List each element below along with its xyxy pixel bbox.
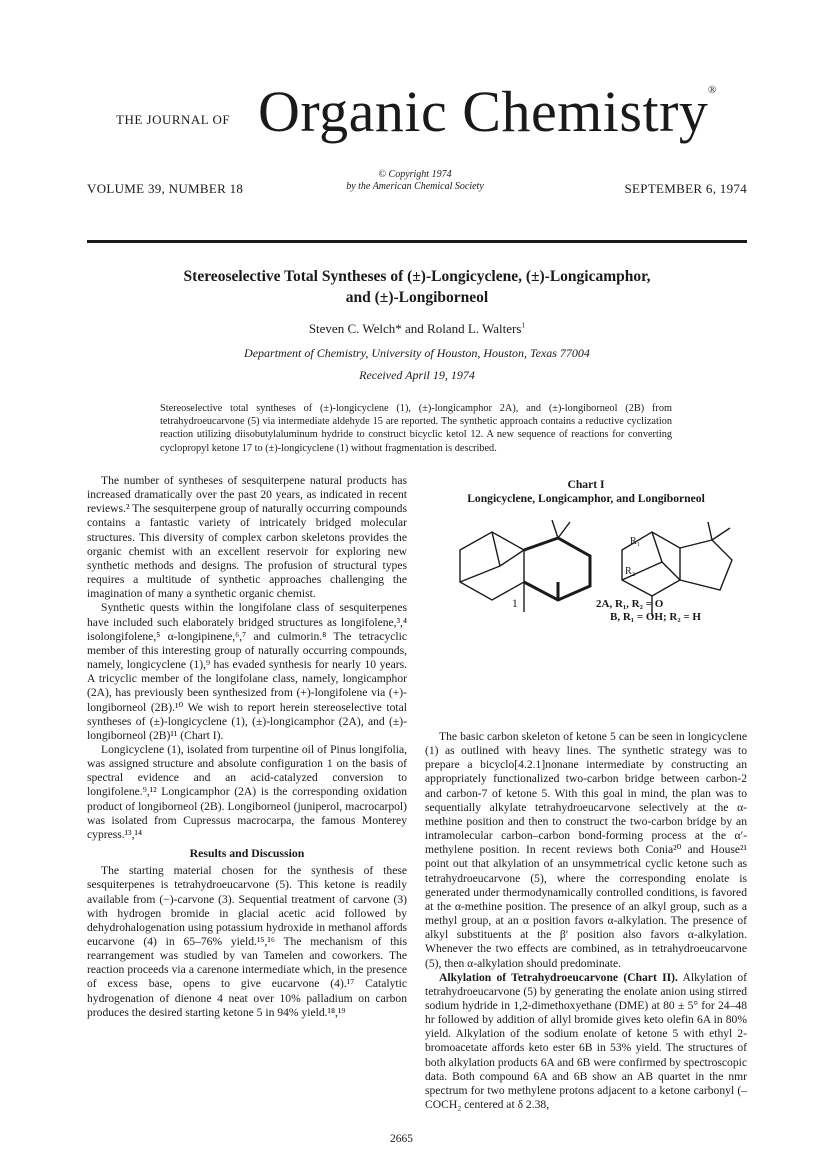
paragraph xyxy=(425,971,747,1113)
paragraph: The basic carbon skeleton of ketone 5 can be seen in longicyclene (1) as outlined with heavy lines. The synthetic strategy was to prepare a bicyclo[4.2.1]nonane intermediate by constructing an appropriately functionalized two-carbon bridge between carbon-2 and carbon-7 of ketone 5. With this goal in mind, the plan was to sequentially alkylate tetrahydroeucarvone selectively at the α-methine position and then to construct the two-carbon bridge by an intramolecular carbon–carbon bond-forming process at the α′-methylene position. In recent reviews both Conia²⁰ and House²¹ point out that alkylation of an unsymmetrical cyclic ketone such as tetrahydroeucarvone (5), where the corresponding enolate is generated under thermodynamically controlled conditions, is favored at the α-methine position. The presence of an alkyl group, such as a methyl group, at an α position favors α-alkylation. The presence of alkyl substituents at the β′ position also favors α-alkylation. Whenever the two effects are combined, as in tetrahydroeucarvone (5), then α-alkylation should predominate. xyxy=(425,730,747,970)
compound-2-label xyxy=(596,598,701,624)
chart-title: Longicyclene, Longicamphor, and Longiborneol xyxy=(467,492,705,505)
author-names: Steven C. Welch* and Roland L. Walters xyxy=(308,321,522,336)
copyright-line-2: by the American Chemical Society xyxy=(346,181,484,192)
paragraph: Longicyclene (1), isolated from turpentine oil of Pinus longifolia, was assigned structure and absolute configuration 1 on the basis of spectral evidence and an acid-catalyzed conversion to longifolene.⁹,¹² Longicamphor (2A) is the corresponding oxidation product of longiborneol (2B). Longiborneol (juniperol, macrocarpol) was isolated from Cupressus macrocarpa, the famous Monterey cypress.¹³,¹⁴ xyxy=(87,742,407,841)
title-line-1: Stereoselective Total Syntheses of (±)-Longicyclene, (±)-Longicamphor, xyxy=(183,268,651,285)
page-number: 2665 xyxy=(390,1133,413,1145)
issue-date: SEPTEMBER 6, 1974 xyxy=(624,181,747,196)
title-line-2: and (±)-Longiborneol xyxy=(345,289,489,306)
paragraph: Synthetic quests within the longifolane class of sesquiterpenes have included such elaborately bridged structures as longifolene,³,⁴ isolongifolene,⁵ α-longipinene,⁶,⁷ and culmorin.⁸ The tetracyclic member of this interesting group of naturally occurring compounds, namely, longicyclene (1),⁹ has evaded synthesis for nearly 10 years. A tricyclic member of the longifolane class, namely, longicamphor (2A), has previously been synthesized from (+)-longifolene via (+)-longiborneol (2B).¹⁰ We wish to report herein stereoselective total syntheses of (±)-longicyclene (1), (±)-longicamphor (2A), and (±)-longiborneol (2B)¹¹ (Chart I). xyxy=(87,601,407,742)
article-title xyxy=(100,266,734,308)
compound-2-line-1: 2A, R₁, R₂ = O xyxy=(596,598,664,610)
right-column xyxy=(425,730,747,1112)
volume-number: VOLUME 39, NUMBER 18 xyxy=(87,181,244,196)
r1-label: R₁ xyxy=(630,536,641,547)
authors xyxy=(100,321,734,337)
longicyclene-structure xyxy=(460,520,590,612)
abstract: Stereoselective total syntheses of (±)-longicyclene (1), (±)-longicamphor 2A), and (±)-longiborneol (2B) from tetrahydroeucarvone (5) via intermediate aldehyde 15 are reported. The synthetic approach contains a reductive cyclization reaction utilizing diisobutylaluminum hydride to construct bicyclic ketol 12. A new sequence of reactions for converting cyclopropyl ketone 17 to (±)-longicyclene (1) without fragmentation is described. xyxy=(160,403,672,454)
copyright-line-1: © Copyright 1974 xyxy=(378,169,452,180)
masthead-rule xyxy=(87,240,747,243)
chart-caption xyxy=(425,478,747,506)
received-date: Received April 19, 1974 xyxy=(359,368,475,382)
compound-2-line-2: B, R₁ = OH; R₂ = H xyxy=(610,611,701,623)
affiliation: Department of Chemistry, University of Houston, Houston, Texas 77004 xyxy=(244,346,590,360)
paragraph-heading: Alkylation of Tetrahydroeucarvone (Chart II). xyxy=(439,970,678,984)
paragraph: The number of syntheses of sesquiterpene natural products has increased dramatically over the past 20 years, as indicated in recent reviews.² The sesquiterpene group of naturally occurring compounds contains a fantastic variety of intricately bridged molecular structures. This diversity of complex carbon skeletons provides the organic chemist with an excellent reservoir for exploring new synthetic methods and designs. The profusion of structural types requires a multitude of synthetic approaches challenging the imagination of many a synthetic organic chemist. xyxy=(87,474,407,601)
chart-label: Chart I xyxy=(567,478,605,491)
paragraph-body: Alkylation of tetrahydroeucarvone (5) by generating the enolate anion using stirred sodium hydride in 1,2-dimethoxyethane (DME) at 80 ± 5° for 24–48 hr followed by addition of allyl bromide gives keto olefin 6A in 80% yield. Alkylation of the sodium enolate of ketone 5 with ethyl 2-bromoacetate affords keto ester 6B in 53% yield. The structures of both alkylation products 6A and 6B were confirmed by spectroscopic data. Both compound 6A and 6B show an AB quartet in the nmr spectrum for two methylene protons adjacent to a ketone carbonyl (–COCH₂ centered at δ 2.38, xyxy=(425,970,748,1112)
paragraph: The starting material chosen for the synthesis of these sesquiterpenes is tetrahydroeucarvone (5). This ketone is readily available from (−)-carvone (3). Sequential treatment of carvone (3) with hydrogen bromide in glacial acetic acid followed by dehydrohalogenation using potassium hydroxide in methanol affords eucarvone (4) in 65–76% yield.¹⁵,¹⁶ The mechanism of this rearrangement was studied by van Tamelen and coworkers. The reaction proceeds via a carenone intermediate which, in the presence of excess base, opens to give eucarvone (4).¹⁷ Catalytic hydrogenation of dienone 4 neat over 10% palladium on carbon produces the desired starting ketone 5 in 94% yield.¹⁸,¹⁹ xyxy=(87,864,407,1019)
left-column xyxy=(87,474,407,1020)
journal-prefix: THE JOURNAL OF xyxy=(116,112,231,127)
r2-label: R₂ xyxy=(625,566,636,577)
copyright xyxy=(300,169,530,193)
compound-1-label: 1 xyxy=(512,598,518,610)
section-heading: Results and Discussion xyxy=(189,846,305,861)
journal-name: Organic Chemistry xyxy=(258,79,709,144)
author-footnote: 1 xyxy=(521,320,526,330)
registered-mark: ® xyxy=(708,84,717,96)
